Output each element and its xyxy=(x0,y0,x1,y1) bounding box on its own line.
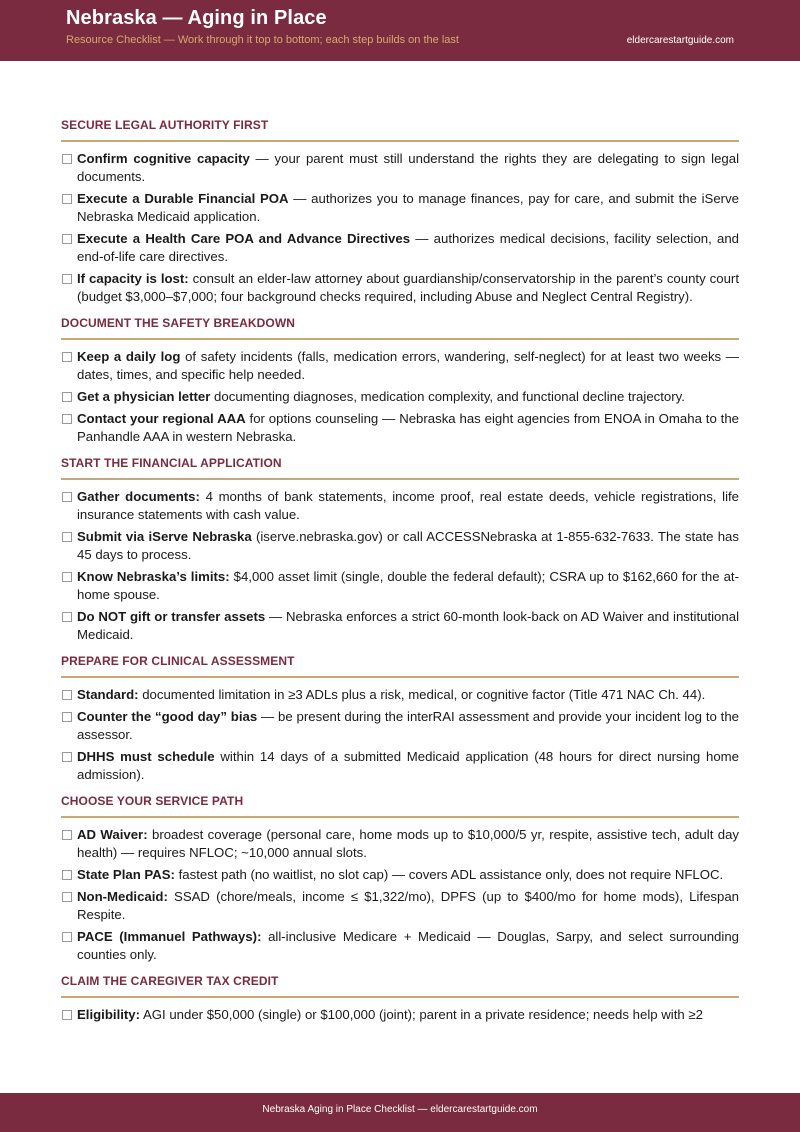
footer-bar xyxy=(0,1093,800,1132)
item-label: Contact your regional AAA xyxy=(77,411,246,426)
checklist-section xyxy=(61,116,739,306)
checklist-item xyxy=(61,866,739,884)
checkbox[interactable] xyxy=(62,154,72,164)
checkbox[interactable] xyxy=(62,532,72,542)
checklist-item xyxy=(61,270,739,306)
item-text: — authorizes medical decisions, facility selection, and end-of-life care directives. xyxy=(77,231,739,264)
item-text: 4 months of bank statements, income proof, real estate deeds, vehicle registrations, life insurance statements with cash value. xyxy=(77,489,739,522)
checkbox[interactable] xyxy=(62,690,72,700)
checklist-item xyxy=(61,230,739,266)
item-text: broadest coverage (personal care, home mods up to $10,000/5 yr, respite, assistive tech, adult day health) — requires NFLOC; ~10,000 annual slots. xyxy=(77,827,740,860)
checklist-section xyxy=(61,972,739,1024)
checkbox[interactable] xyxy=(62,392,72,402)
item-text: AGI under $50,000 (single) or $100,000 (joint); parent in a private residence; needs help with ≥2 xyxy=(140,1007,703,1022)
checklist-item xyxy=(61,528,739,564)
checkbox[interactable] xyxy=(62,870,72,880)
item-text: — your parent must still understand the rights they are delegating to sign legal documents. xyxy=(77,151,740,184)
section-heading: DOCUMENT THE SAFETY BREAKDOWN xyxy=(61,314,739,340)
item-label: Execute a Durable Financial POA xyxy=(77,191,289,206)
checklist-section xyxy=(61,314,739,446)
item-text: documented limitation in ≥3 ADLs plus a risk, medical, or cognitive factor (Title 471 NAC Ch. 44). xyxy=(138,687,706,702)
checklist-content xyxy=(61,116,739,1032)
checkbox[interactable] xyxy=(62,234,72,244)
item-text: SSAD (chore/meals, income ≤ $1,322/mo), DPFS (up to $400/mo for home mods), Lifespan Respite. xyxy=(77,889,739,922)
section-heading: PREPARE FOR CLINICAL ASSESSMENT xyxy=(61,652,739,678)
checkbox[interactable] xyxy=(62,612,72,622)
item-label: Execute a Health Care POA and Advance Directives xyxy=(77,231,411,246)
checklist-item xyxy=(61,686,739,704)
item-text: documenting diagnoses, medication complexity, and functional decline trajectory. xyxy=(210,389,685,404)
item-text: — authorizes you to manage finances, pay for care, and submit the iServe Nebraska Medicaid application. xyxy=(77,191,739,224)
checklist-item xyxy=(61,488,739,524)
item-text: (iserve.nebraska.gov) or call ACCESSNebraska at 1-855-632-7633. The state has 45 days to process. xyxy=(77,529,739,562)
checkbox[interactable] xyxy=(62,352,72,362)
item-text: fastest path (no waitlist, no slot cap) — covers ADL assistance only, does not require NFLOC. xyxy=(174,867,724,882)
checklist-item xyxy=(61,748,739,784)
section-heading: START THE FINANCIAL APPLICATION xyxy=(61,454,739,480)
item-label: Get a physician letter xyxy=(77,389,211,404)
checkbox[interactable] xyxy=(62,712,72,722)
section-heading: CHOOSE YOUR SERVICE PATH xyxy=(61,792,739,818)
checklist-item xyxy=(61,708,739,744)
checklist-item xyxy=(61,928,739,964)
page-subtitle: Resource Checklist — Work through it top to bottom; each step builds on the last xyxy=(66,34,459,46)
item-text: $4,000 asset limit (single, double the federal default); CSRA up to $162,660 for the at-home spouse. xyxy=(77,569,739,602)
item-label: Do NOT gift or transfer assets xyxy=(77,609,266,624)
item-text: within 14 days of a submitted Medicaid application (48 hours for direct nursing home admission). xyxy=(77,749,740,782)
item-label: Standard: xyxy=(77,687,139,702)
checkbox[interactable] xyxy=(62,414,72,424)
checklist-item xyxy=(61,608,739,644)
checkbox[interactable] xyxy=(62,892,72,902)
item-label: If capacity is lost: xyxy=(77,271,189,286)
item-label: Keep a daily log xyxy=(77,349,181,364)
item-label: Gather documents: xyxy=(77,489,200,504)
checklist-item xyxy=(61,1006,739,1024)
item-label: Counter the “good day” bias xyxy=(77,709,258,724)
checkbox[interactable] xyxy=(62,932,72,942)
item-label: PACE (Immanuel Pathways): xyxy=(77,929,262,944)
item-label: Know Nebraska’s limits: xyxy=(77,569,230,584)
checklist-item xyxy=(61,410,739,446)
item-label: State Plan PAS: xyxy=(77,867,175,882)
checkbox[interactable] xyxy=(62,492,72,502)
item-label: DHHS must schedule xyxy=(77,749,215,764)
checkbox[interactable] xyxy=(62,194,72,204)
item-label: Eligibility: xyxy=(77,1007,141,1022)
checklist-item xyxy=(61,826,739,862)
item-text: — Nebraska enforces a strict 60-month look-back on AD Waiver and institutional Medicaid. xyxy=(77,609,739,642)
item-label: Non-Medicaid: xyxy=(77,889,168,904)
checklist-section xyxy=(61,792,739,964)
checklist-item xyxy=(61,568,739,604)
checklist-item xyxy=(61,348,739,384)
section-heading: CLAIM THE CAREGIVER TAX CREDIT xyxy=(61,972,739,998)
page-title: Nebraska — Aging in Place xyxy=(66,7,327,29)
checklist-item xyxy=(61,150,739,186)
item-label: Confirm cognitive capacity xyxy=(77,151,250,166)
item-text: of safety incidents (falls, medication errors, wandering, self-neglect) for at least two weeks — dates, times, and specific help needed. xyxy=(77,349,739,382)
header-bar xyxy=(0,0,800,61)
item-text: for options counseling — Nebraska has eight agencies from ENOA in Omaha to the Panhandle AAA in western Nebraska. xyxy=(77,411,740,444)
checklist-section xyxy=(61,652,739,784)
site-url: eldercarestartguide.com xyxy=(626,35,734,46)
checkbox[interactable] xyxy=(62,830,72,840)
checklist-section xyxy=(61,454,739,644)
item-text: all-inclusive Medicare + Medicaid — Douglas, Sarpy, and select surrounding counties only. xyxy=(77,929,739,962)
checklist-item xyxy=(61,388,739,406)
checkbox[interactable] xyxy=(62,572,72,582)
checkbox[interactable] xyxy=(62,1010,72,1020)
item-label: AD Waiver: xyxy=(77,827,148,842)
item-text: — be present during the interRAI assessment and provide your incident log to the assessor. xyxy=(77,709,739,742)
footer-text: Nebraska Aging in Place Checklist — eldercarestartguide.com xyxy=(262,1104,538,1115)
checklist-item xyxy=(61,888,739,924)
item-label: Submit via iServe Nebraska xyxy=(77,529,252,544)
item-text: consult an elder-law attorney about guardianship/conservatorship in the parent’s county court (budget $3,000–$7,000; four background checks required, including Abuse and Neglect Central Registry). xyxy=(77,271,739,304)
checkbox[interactable] xyxy=(62,752,72,762)
checkbox[interactable] xyxy=(62,274,72,284)
section-heading: SECURE LEGAL AUTHORITY FIRST xyxy=(61,116,739,142)
checklist-item xyxy=(61,190,739,226)
